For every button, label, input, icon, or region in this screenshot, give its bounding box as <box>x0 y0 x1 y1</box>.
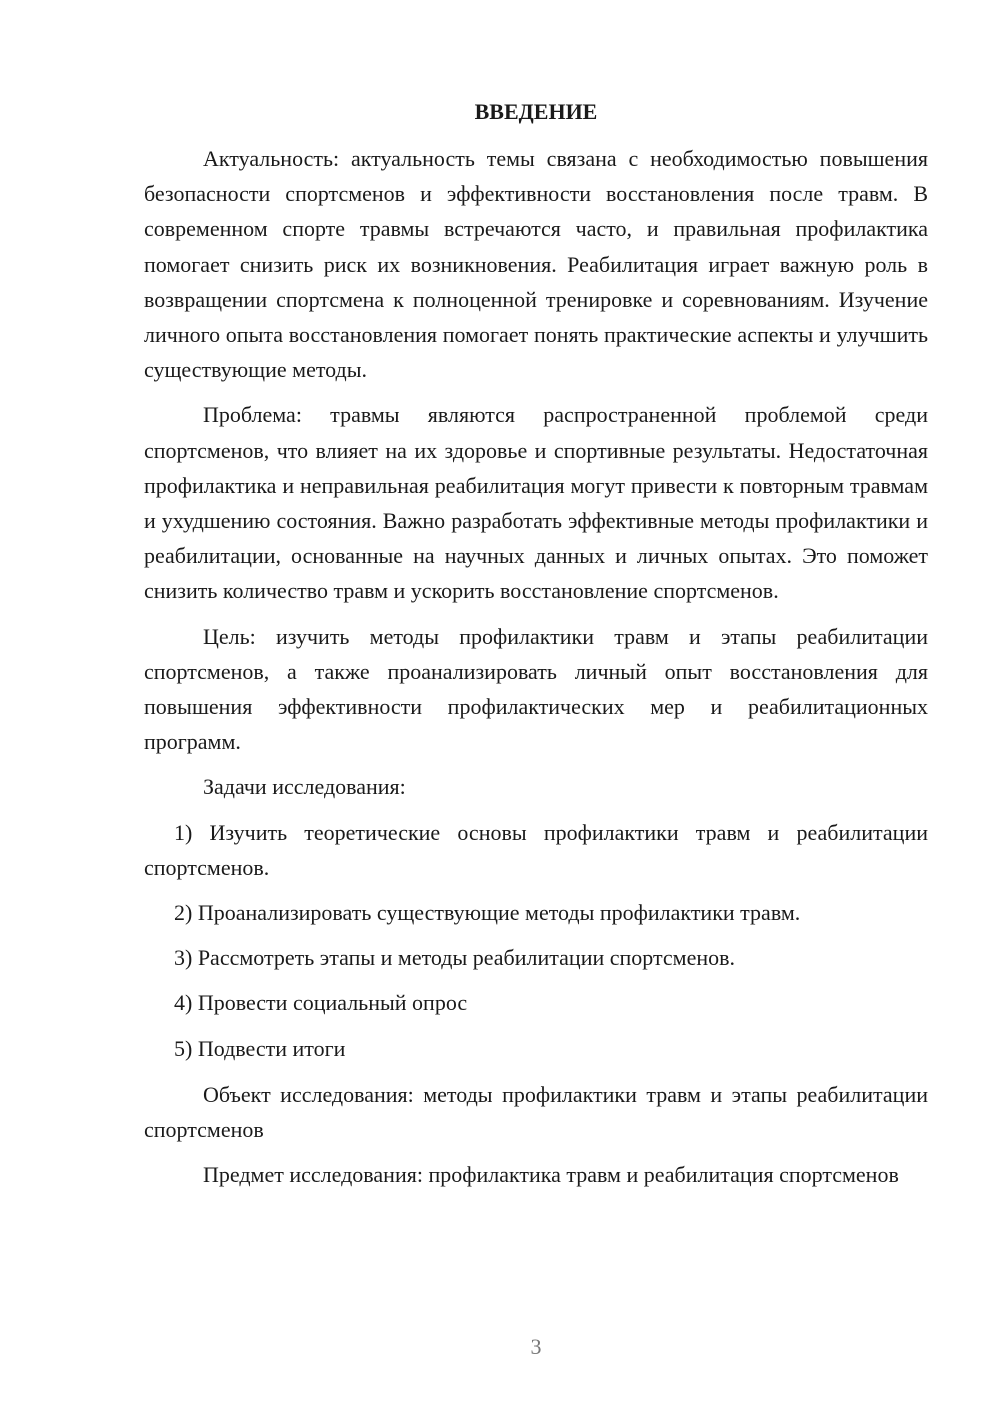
task-item-1: 1) Изучить теоретические основы профилактики травм и реабилитации спортсменов. <box>144 819 928 880</box>
page-number: 3 <box>530 1334 542 1359</box>
problem-paragraph: Проблема: травмы являются распространенной проблемой среди спортсменов, что влияет на их здоровье и спортивные результаты. Недостаточная профилактика и неправильная реабилитация могут привести к повторным травмам и ухудшению состояния. Важно разработать эффективные методы профилактики и реабилитации, основанные на научных данных и личных опытах. Это поможет снизить количество травм и ускорить восстановление спортсменов. <box>144 402 928 604</box>
task-item-5: 5) Подвести итоги <box>174 1035 346 1061</box>
goal-paragraph: Цель: изучить методы профилактики травм и этапы реабилитации спортсменов, а также проанализировать личный опыт восстановления для повышения эффективности профилактических мер и реабилитационных программ. <box>144 623 928 755</box>
task-item-4: 4) Провести социальный опрос <box>174 990 468 1016</box>
tasks-label: Задачи исследования: <box>203 774 406 800</box>
relevance-paragraph: Актуальность: актуальность темы связана с необходимостью повышения безопасности спортсменов и эффективности восстановления после травм. В современном спорте травмы встречаются часто, и правильная профилактика помогает снизить риск их возникновения. Реабилитация играет важную роль в возвращении спортсмена к полноценной тренировке и соревнованиям. Изучение личного опыта восстановления помогает понять практические аспекты и улучшить существующие методы. <box>144 146 928 383</box>
subject-paragraph: Предмет исследования: профилактика травм и реабилитация спортсменов <box>203 1162 899 1188</box>
task-item-3: 3) Рассмотреть этапы и методы реабилитации спортсменов. <box>174 945 735 971</box>
section-heading: ВВЕДЕНИЕ <box>474 99 598 124</box>
object-paragraph: Объект исследования: методы профилактики травм и этапы реабилитации спортсменов <box>144 1081 928 1143</box>
task-item-2: 2) Проанализировать существующие методы профилактики травм. <box>174 900 801 926</box>
tasks-list <box>144 815 928 1066</box>
page-content <box>144 94 928 1202</box>
